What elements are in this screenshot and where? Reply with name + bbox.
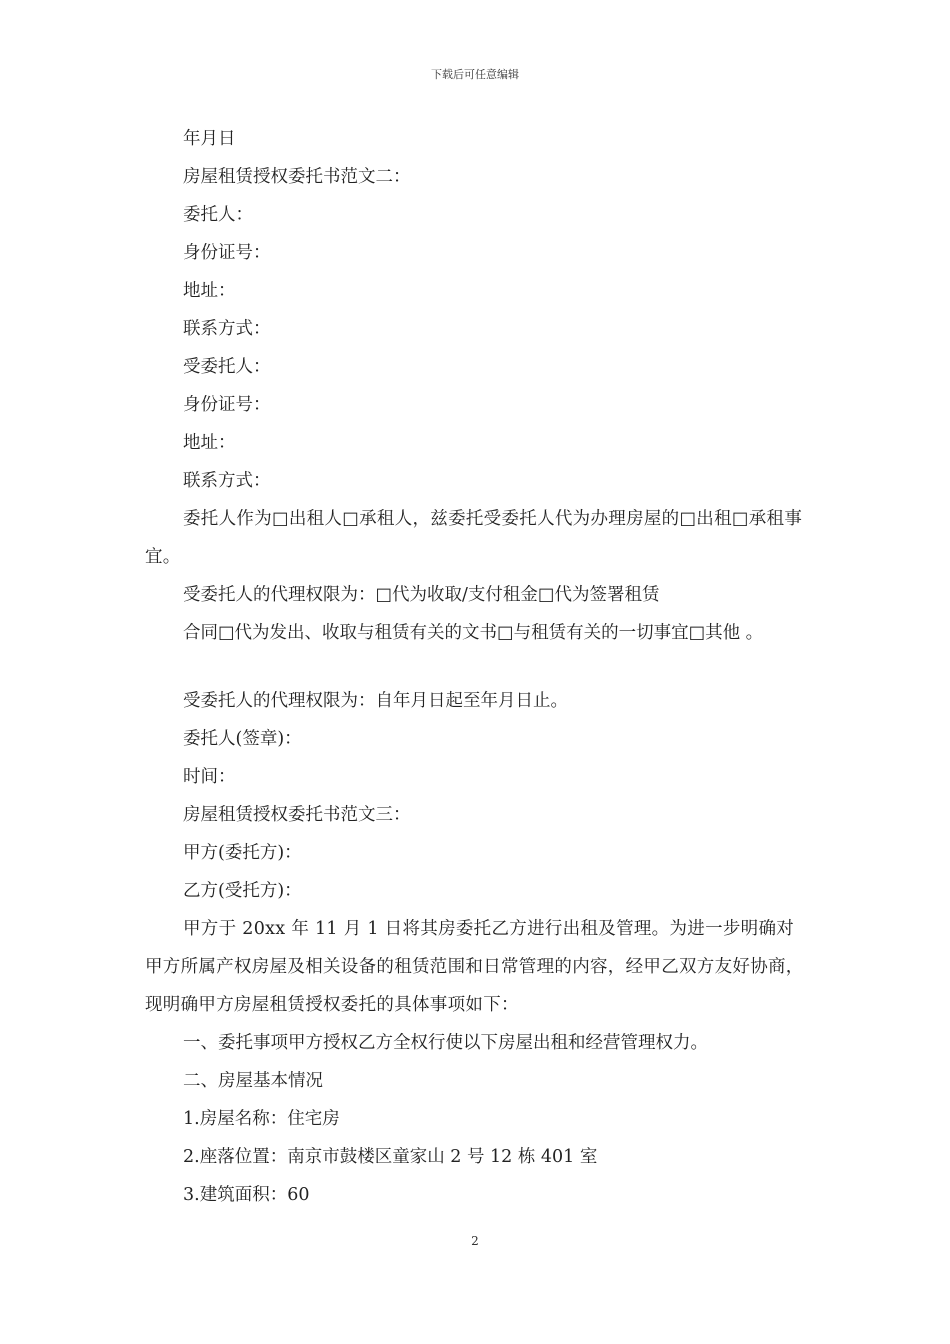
principal-contact-label: 联系方式： [183, 319, 271, 339]
scope-line-1: 受委托人的代理权限为：□代为收取/支付租金□代为签署租赁 [183, 585, 660, 605]
agent-id-label: 身份证号： [183, 395, 271, 415]
party-a-label: 甲方(委托方)： [183, 843, 302, 863]
house-name-line: 1.房屋名称：住宅房 [183, 1109, 340, 1129]
item-1-heading: 一、委托事项甲方授权乙方全权行使以下房屋出租和经营管理权力。 [183, 1033, 708, 1053]
agent-label: 受委托人： [183, 357, 271, 377]
party-b-label: 乙方(受托方)： [183, 881, 302, 901]
signature-label: 委托人(签章)： [183, 729, 302, 749]
principal-label: 委托人： [183, 205, 253, 225]
house-location-line: 2.座落位置：南京市鼓楼区童家山 2 号 12 栋 401 室 [183, 1147, 598, 1167]
section-title-sample-2: 房屋租赁授权委托书范文二： [183, 167, 411, 187]
authorization-paragraph: 委托人作为□出租人□承租人，兹委托受委托人代为办理房屋的□出租□承租事宜。 [145, 509, 803, 567]
principal-id-label: 身份证号： [183, 243, 271, 263]
document-body [145, 120, 810, 1214]
entrustment-paragraph: 甲方于 20xx 年 11 月 1 日将其房委托乙方进行出租及管理。为进一步明确对甲方所属产权房屋及相关设备的租赁范围和日常管理的内容，经甲乙双方友好协商，现明确甲方房屋租赁授权委托的具体事项如下： [145, 919, 804, 1015]
principal-address-label: 地址： [183, 281, 236, 301]
blank-gap [145, 652, 810, 682]
page-number: 2 [471, 1234, 479, 1248]
scope-line-2: 合同□代为发出、收取与租赁有关的文书□与租赁有关的一切事宜□其他 。 [183, 623, 764, 643]
house-area-line: 3.建筑面积：60 [183, 1185, 310, 1205]
date-line: 年月日 [183, 129, 236, 149]
term-line: 受委托人的代理权限为：自年月日起至年月日止。 [183, 691, 568, 711]
agent-contact-label: 联系方式： [183, 471, 271, 491]
agent-address-label: 地址： [183, 433, 236, 453]
section-title-sample-3: 房屋租赁授权委托书范文三： [183, 805, 411, 825]
page-header: 下载后可任意编辑 [431, 68, 519, 81]
time-label: 时间： [183, 767, 236, 787]
item-2-heading: 二、房屋基本情况 [183, 1071, 323, 1091]
